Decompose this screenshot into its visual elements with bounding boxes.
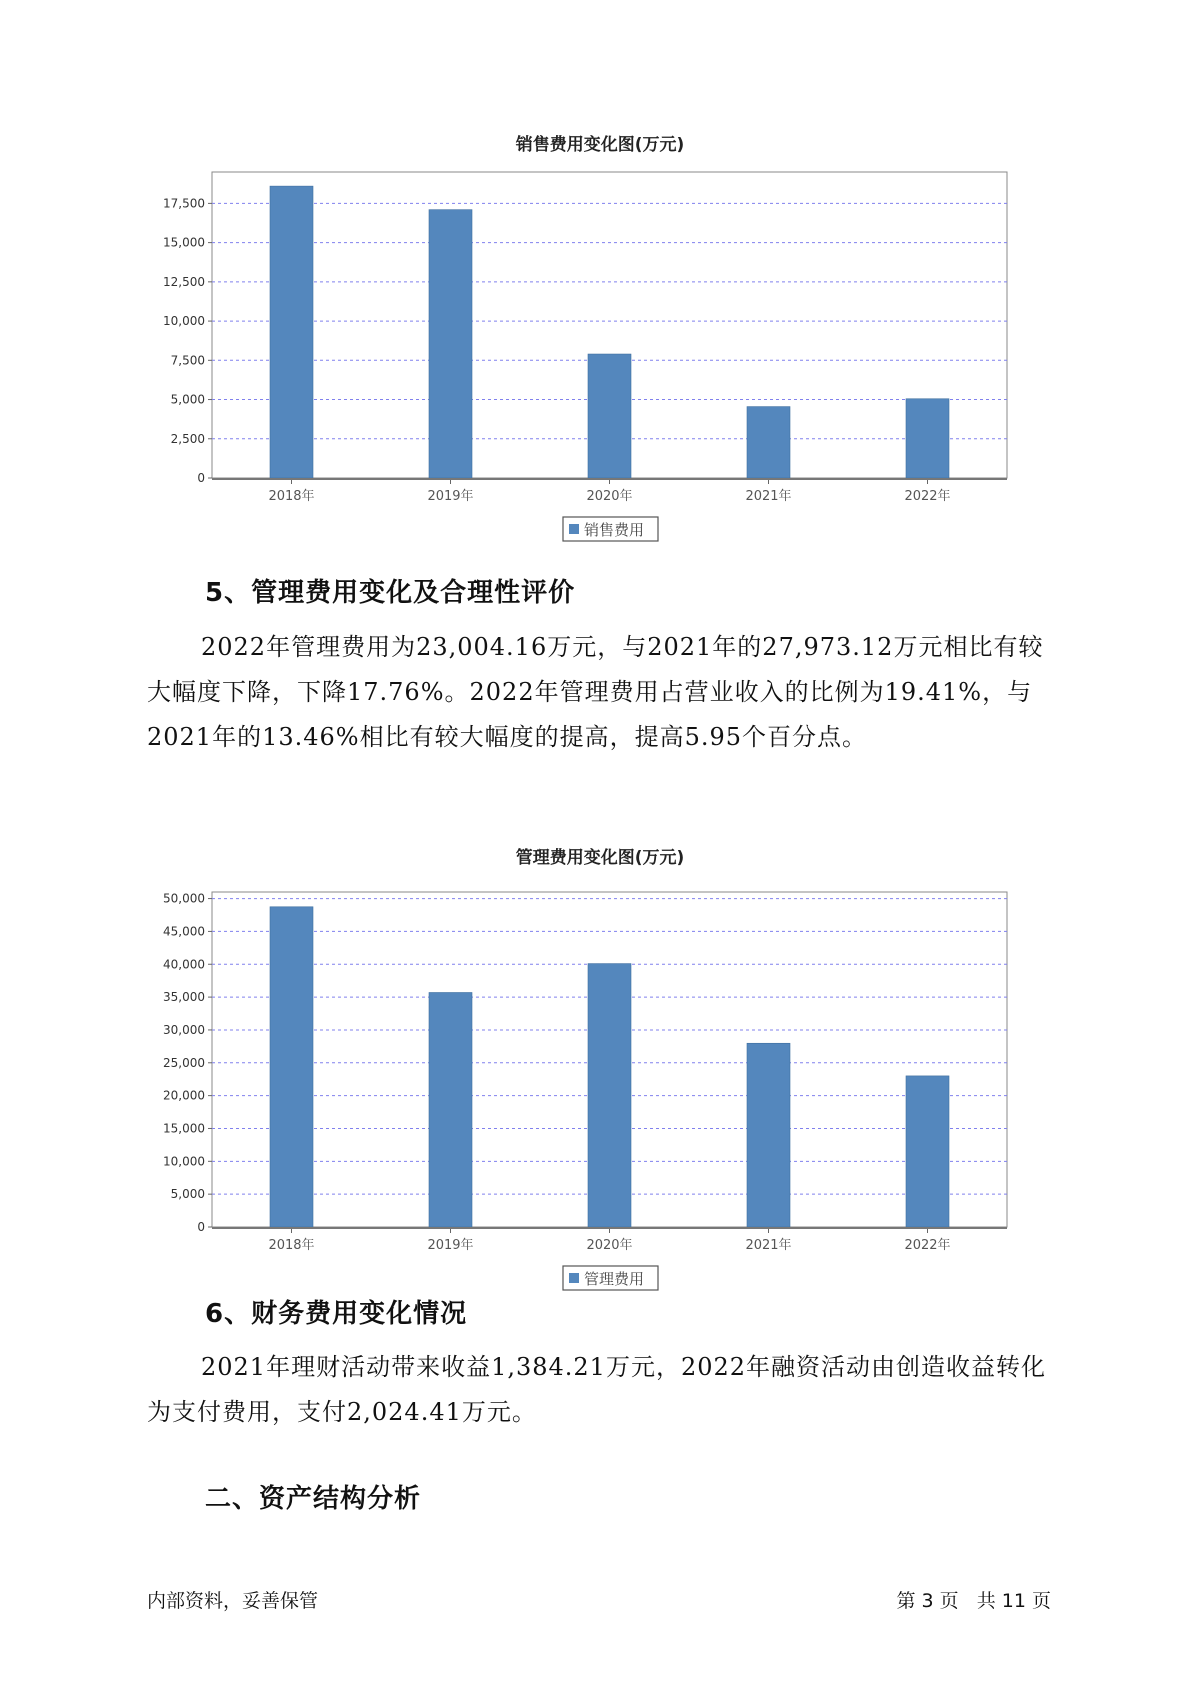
footer-right: 第 3 页 共 11 页 [896,1590,1051,1612]
bar [429,993,472,1228]
chart-title: 管理费用变化图(万元) [515,848,685,868]
y-tick-label: 5,000 [170,1187,205,1202]
admin-expense-chart-svg [140,838,1060,1288]
x-axis-ticks [212,1228,1007,1253]
legend [563,517,658,541]
y-tick-label: 15,000 [163,235,205,250]
bar [270,907,313,1227]
bar [429,210,472,478]
y-tick-label: 17,500 [163,196,205,211]
x-tick-label: 2021年 [745,489,792,504]
x-tick-label: 2020年 [586,489,633,504]
bar [747,1043,790,1227]
y-tick-label: 7,500 [170,353,205,368]
y-tick-label: 25,000 [163,1055,205,1070]
y-tick-label: 5,000 [170,392,205,407]
x-tick-label: 2018年 [268,1238,315,1253]
section-5-paragraph: 2022年管理费用为23,004.16万元，与2021年的27,973.12万元相比有较大幅度下降，下降17.76%。2022年管理费用占营业收入的比例为19.41%，与2021年的13.46%相比有较大幅度的提高，提高5.95个百分点。 [147,633,1044,751]
section-2-heading: 二、资产结构分析 [205,1484,422,1514]
y-tick-label: 45,000 [163,924,205,939]
y-tick-label: 10,000 [163,314,205,329]
legend-label: 管理费用 [584,1270,645,1288]
sales-expense-chart-svg [140,125,1060,555]
x-axis-ticks [212,479,1007,504]
chart-title: 销售费用变化图(万元) [515,135,685,155]
bar [906,1076,949,1227]
x-tick-label: 2022年 [904,1238,951,1253]
x-tick-label: 2019年 [427,1238,474,1253]
bar [588,964,631,1227]
y-tick-label: 0 [197,471,205,485]
x-tick-label: 2019年 [427,489,474,504]
y-tick-label: 50,000 [163,891,205,906]
bar [747,407,790,478]
y-axis-ticks [163,892,212,1234]
y-axis-ticks [163,196,212,485]
bar [270,186,313,478]
y-tick-label: 2,500 [170,431,205,446]
y-tick-label: 10,000 [163,1154,205,1169]
section-5-heading: 5、管理费用变化及合理性评价 [205,578,576,608]
y-tick-label: 20,000 [163,1088,205,1103]
x-tick-label: 2018年 [268,489,315,504]
x-tick-label: 2021年 [745,1238,792,1253]
bar [588,354,631,478]
y-tick-label: 15,000 [163,1121,205,1136]
section-6-paragraph: 2021年理财活动带来收益1,384.21万元，2022年融资活动由创造收益转化为支付费用，支付2,024.41万元。 [147,1353,1047,1426]
section-6-heading: 6、财务费用变化情况 [205,1299,468,1329]
legend [563,1266,658,1290]
y-tick-label: 35,000 [163,990,205,1005]
bar [906,399,949,478]
y-tick-label: 12,500 [163,274,205,289]
legend-label: 销售费用 [584,521,645,539]
legend-swatch [569,524,579,534]
y-tick-label: 0 [197,1220,205,1234]
admin-expense-chart [140,838,1060,1288]
footer-left: 内部资料，妥善保管 [147,1590,319,1612]
sales-expense-chart [140,125,1060,555]
y-tick-label: 30,000 [163,1022,205,1037]
y-tick-label: 40,000 [163,957,205,972]
x-tick-label: 2022年 [904,489,951,504]
legend-swatch [569,1273,579,1283]
x-tick-label: 2020年 [586,1238,633,1253]
